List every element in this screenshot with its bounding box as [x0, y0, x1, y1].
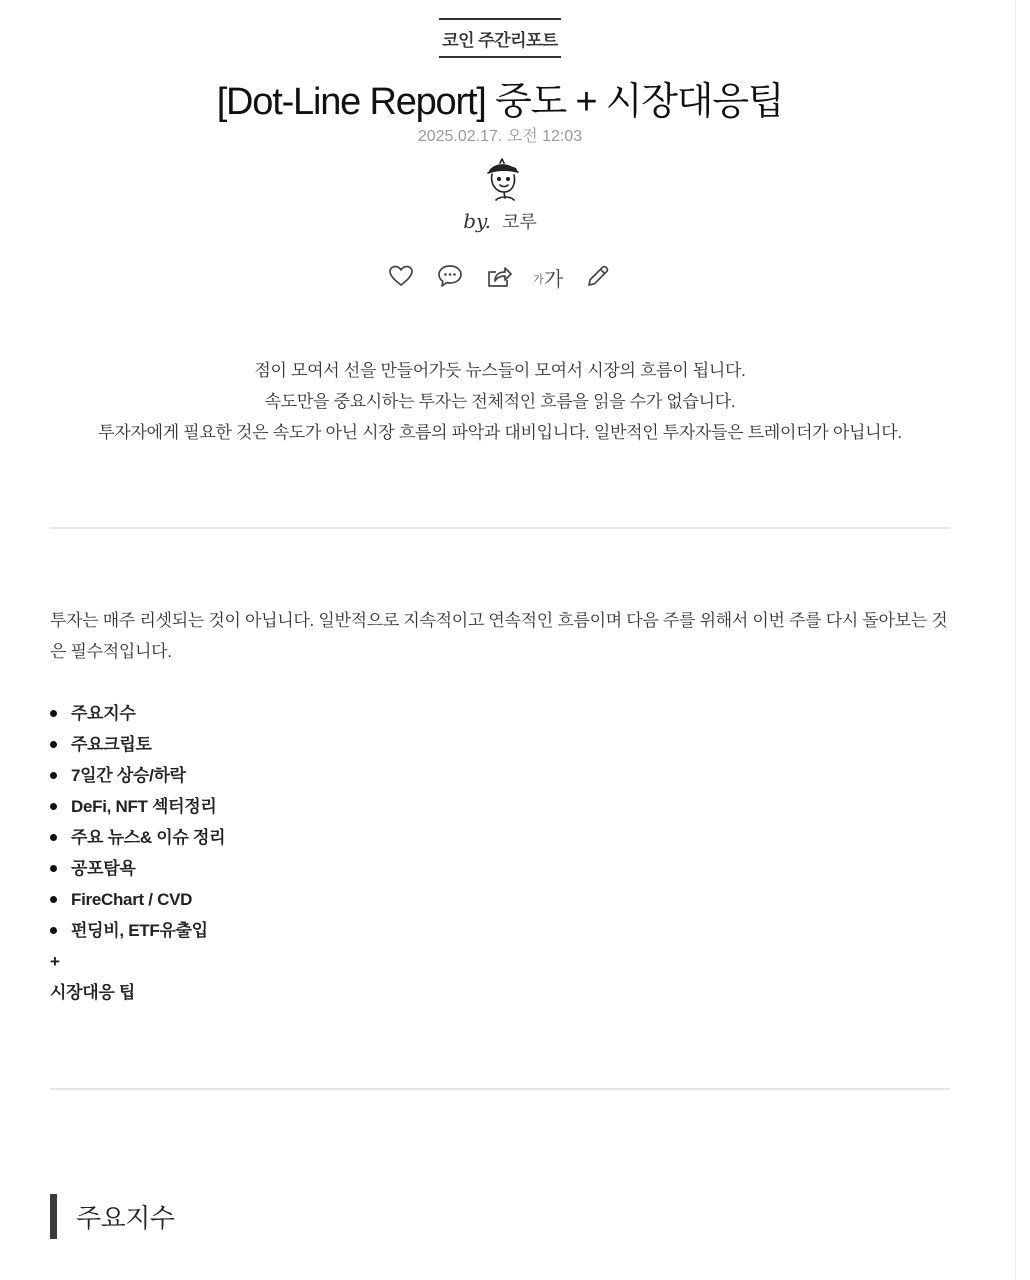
intro-text — [0, 355, 1000, 448]
author-name[interactable]: 코루 — [502, 212, 537, 232]
bullet-icon — [50, 803, 57, 810]
list-item-label: 주요지수 — [71, 704, 136, 723]
list-item-label: 7일간 상승/하락 — [71, 766, 186, 785]
byline — [0, 208, 1000, 234]
author-avatar[interactable] — [478, 154, 526, 204]
section-divider — [50, 527, 950, 529]
list-item — [50, 791, 650, 822]
share-button[interactable] — [485, 262, 513, 290]
bullet-icon — [50, 927, 57, 934]
body-paragraph: 투자는 매주 리셋되는 것이 아닙니다. 일반적으로 지속적이고 연속적인 흐름이며 다음 주를 위해서 이번 주를 다시 돌아보는 것은 필수적입니다. — [50, 611, 948, 661]
intro-line: 점이 모여서 선을 만들어가듯 뉴스들이 모여서 시장의 흐름이 됩니다. — [254, 361, 746, 380]
plus-sign: + — [50, 952, 60, 971]
font-size-small-glyph: 가 — [533, 274, 544, 286]
intro-line: 투자자에게 필요한 것은 속도가 아닌 시장 흐름의 파악과 대비입니다. 일반적인 투자자들은 트레이더가 아닙니다. — [98, 423, 902, 442]
list-item — [50, 698, 650, 729]
speech-bubble-icon — [436, 262, 464, 290]
list-item — [50, 822, 650, 853]
section-heading — [50, 1194, 650, 1239]
heading-accent-bar — [50, 1194, 57, 1239]
comment-button[interactable] — [436, 262, 464, 290]
list-item — [50, 853, 650, 884]
bullet-icon — [50, 834, 57, 841]
action-bar — [385, 262, 615, 290]
list-item — [50, 729, 650, 760]
post-title: [Dot-Line Report] 중도 + 시장대응팁 — [216, 81, 784, 123]
bullet-icon — [50, 772, 57, 779]
list-item-label: 주요 뉴스& 이슈 정리 — [71, 828, 226, 847]
page-edge-line — [1015, 0, 1016, 1280]
section-heading-text: 주요지수 — [76, 1203, 175, 1233]
category-container — [0, 18, 1000, 58]
contents-list — [50, 698, 650, 946]
font-size-button[interactable] — [533, 262, 567, 290]
list-item-label: DeFi, NFT 섹터정리 — [71, 797, 217, 816]
bullet-icon — [50, 865, 57, 872]
market-tip-label: 시장대응 팁 — [50, 983, 136, 1002]
byline-prefix: by. — [463, 209, 491, 233]
list-item-label: 공포탐욕 — [71, 859, 136, 878]
list-item — [50, 915, 650, 946]
edit-button[interactable] — [584, 262, 612, 290]
share-icon — [485, 262, 513, 290]
list-item — [50, 884, 650, 915]
section-divider — [50, 1088, 950, 1090]
bullet-icon — [50, 710, 57, 717]
font-size-large-glyph: 가 — [544, 269, 564, 291]
list-item — [50, 760, 650, 791]
post-date: 2025.02.17. 오전 12:03 — [417, 128, 583, 145]
avatar-icon — [478, 154, 526, 204]
list-item-label: 펀딩비, ETF유출입 — [71, 921, 208, 940]
list-item-label: FireChart / CVD — [71, 890, 193, 909]
pencil-icon — [584, 262, 612, 290]
list-item-label: 주요크립토 — [71, 735, 152, 754]
bullet-icon — [50, 741, 57, 748]
heart-icon — [387, 262, 415, 290]
category-link[interactable]: 코인 주간리포트 — [439, 18, 561, 58]
bullet-icon — [50, 896, 57, 903]
intro-line: 속도만을 중요시하는 투자는 전체적인 흐름을 읽을 수가 없습니다. — [264, 392, 736, 411]
like-button[interactable] — [387, 262, 415, 290]
